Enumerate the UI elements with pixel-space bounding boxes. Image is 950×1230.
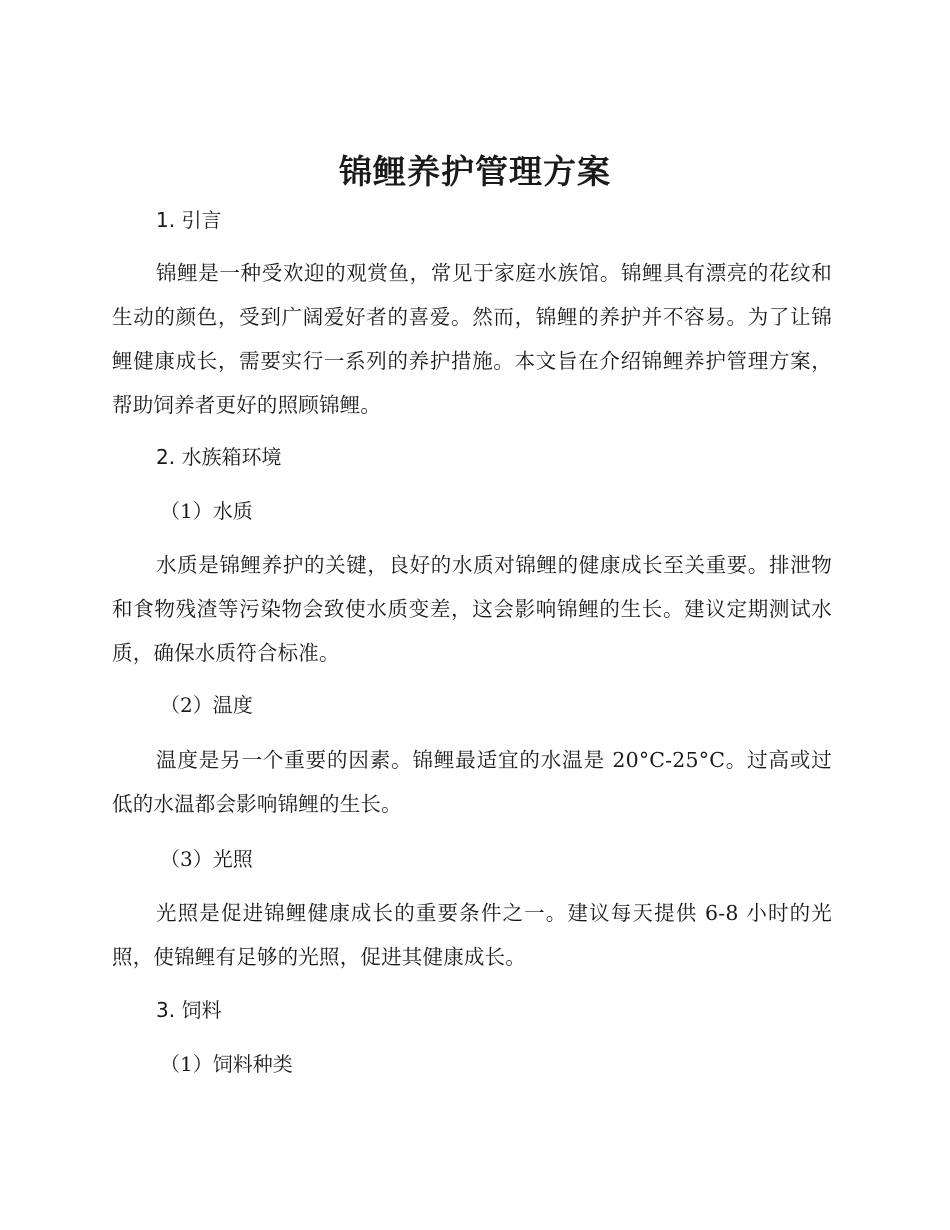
subsection-paragraph-water-quality: 水质是锦鲤养护的关键，良好的水质对锦鲤的健康成长至关重要。排泄物和食物残渣等污染物会致使水质变差，这会影响锦鲤的生长。建议定期测试水质，确保水质符合标准。: [112, 553, 832, 665]
subsection-label-water-quality: （1）水质: [160, 499, 253, 523]
section-heading-feed: 3. 饲料: [156, 998, 222, 1022]
document-title: 锦鲤养护管理方案: [339, 152, 611, 191]
section-heading-aquarium-environment: 2. 水族箱环境: [156, 445, 282, 469]
section-paragraph-introduction: 锦鲤是一种受欢迎的观赏鱼，常见于家庭水族馆。锦鲤具有漂亮的花纹和生动的颜色，受到广阔爱好者的喜爱。然而，锦鲤的养护并不容易。为了让锦鲤健康成长，需要实行一系列的养护措施。本文旨在介绍锦鲤养护管理方案，帮助饲养者更好的照顾锦鲤。: [112, 261, 832, 417]
subsection-label-lighting: （3）光照: [160, 847, 253, 871]
subsection-label-feed-types: （1）饲料种类: [160, 1052, 293, 1076]
subsection-paragraph-lighting: 光照是促进锦鲤健康成长的重要条件之一。建议每天提供 6-8 小时的光照，使锦鲤有足够的光照，促进其健康成长。: [112, 901, 832, 969]
subsection-paragraph-temperature: 温度是另一个重要的因素。锦鲤最适宜的水温是 20°C-25°C。过高或过低的水温都会影响锦鲤的生长。: [112, 748, 832, 816]
subsection-label-temperature: （2）温度: [160, 693, 253, 717]
section-heading-introduction: 1. 引言: [156, 208, 222, 232]
